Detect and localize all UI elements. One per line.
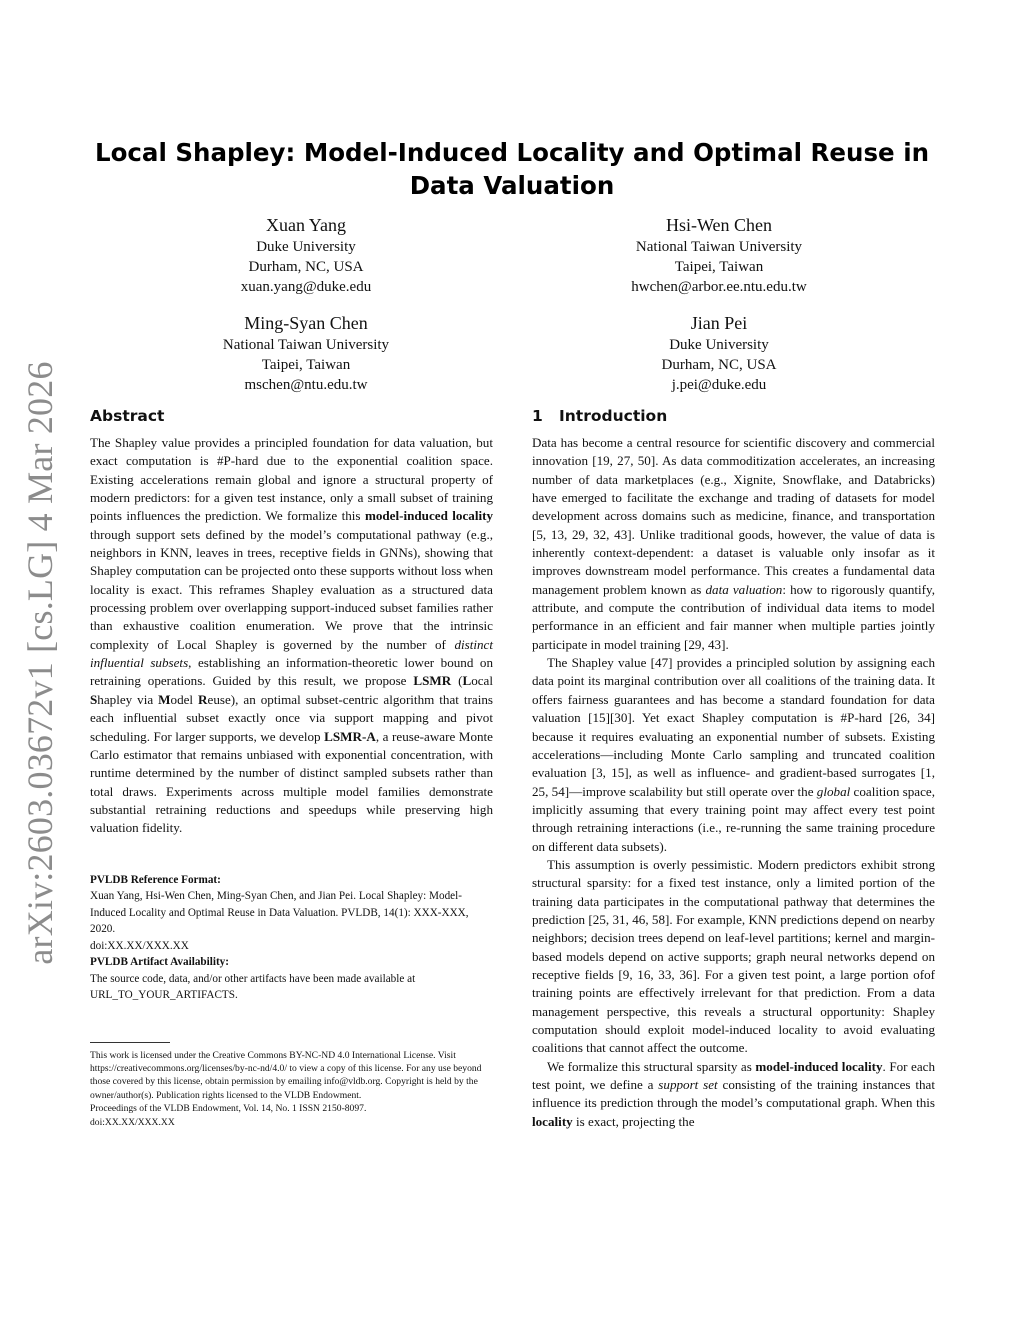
abstract-text: The Shapley value provides a principled foundation for data valuation, but exact computation is #P-hard due to the exponential coalition space. Existing accelerations remain global and ignore a structural property of modern predictors: for a given test instance, only a small subset of training points influences the prediction. We formalize this model-induced locality through support sets defined by the model’s computational pathway (e.g., neighbors in KNN, leaves in trees, receptive fields in GNNs), showing that Shapley computation can be projected onto these supports without loss when locality is exact. This reframes Shapley evaluation as a structured data processing problem over overlapping support-induced subset families rather than exhaustive coalition enumeration. We prove that the intrinsic complexity of Local Shapley is governed by the number of distinct influential subsets, establishing an information-theoretic lower bound on retraining operations. Guided by this result, we propose LSMR (Local Shapley via Model Reuse), an optimal subset-centric algorithm that trains each influential subset exactly once via support mapping and pivot scheduling. For larger supports, we develop LSMR-A, a reuse-aware Monte Carlo estimator that remains unbiased with exponential concentration, with runtime determined by the number of distinct sampled subsets rather than total draws. Experiments across multiple model families demonstrate substantial retraining reductions and speedups while preserving high valuation fidelity.	[90, 435, 494, 836]
author-name: Jian Pei	[690, 313, 748, 333]
author-location: Taipei, Taiwan	[674, 259, 764, 275]
pvldb-ref-text: Xuan Yang, Hsi-Wen Chen, Ming-Syan Chen, and Jian Pei. Local Shapley: Model-Induced Locality and Optimal Reuse in Data Valuation. PVLDB, 14(1): XXX-XXX, 2020.	[90, 890, 469, 936]
pvldb-ref-heading: PVLDB Reference Format:	[90, 873, 221, 886]
author-email[interactable]: j.pei@duke.edu	[671, 377, 767, 393]
pvldb-doi: doi:XX.XX/XXX.XX	[90, 939, 189, 952]
author-block	[156, 214, 456, 297]
pvldb-reference	[90, 872, 493, 1004]
author-block	[569, 312, 869, 395]
author-affiliation: Duke University	[669, 337, 769, 353]
author-location: Taipei, Taiwan	[261, 357, 351, 373]
author-block	[569, 214, 869, 297]
license-footnote	[90, 1049, 493, 1129]
author-email[interactable]: xuan.yang@duke.edu	[240, 279, 372, 295]
intro-paragraph: This assumption is overly pessimistic. Modern predictors exhibit strong structural sparsity: for a fixed test instance, only a limited portion of the training data participates in the computational pathway that determines the prediction [25, 31, 46, 58]. For example, KNN predictions depend on nearby neighbors; decision trees depend on leaf-level partitions; kernel and margin-based models depend on active supports; graph neural networks depend on receptive fields [9, 16, 33, 36]. For a given test point, a large portion ofof training points are effectively irrelevant for that prediction. From a data management perspective, this reveals a structural opportunity: Shapley computation should exploit model-induced locality to avoid evaluating coalitions that cannot affect the outcome.	[532, 856, 935, 1056]
intro-paragraph: Data has become a central resource for scientific discovery and commercial innovation [19, 27, 50]. As data commoditization accelerates, an increasing number of data marketplaces (e.g., Xignite, Snowflake, and Databricks) have emerged to facilitate the exchange and trading of datasets for model development across domains such as medicine, finance, and transportation [5, 13, 29, 32, 43]. Unlike traditional goods, however, the value of data is inherently context-dependent: a dataset is valuable only insofar as it improves downstream model performance. This creates a fundamental data management problem known as data valuation: how to rigorously quantify, attribute, and compute the contribution of individual data items to model performance in an efficient and fair manner when multiple parties jointly participate in model training [29, 43].	[532, 435, 935, 652]
intro-paragraph: The Shapley value [47] provides a principled solution by assigning each data point its marginal contribution over all coalitions of the training data. It offers fairness guarantees and has become a standard foundation for data valuation [15][30]. Yet exact Shapley computation is #P-hard [26, 34] because it requires evaluating an exponential number of subsets. Existing accelerations—including Monte Carlo sampling and truncated coalition evaluation [3, 15], as well as influence- and gradient-based surrogates [1, 25, 54]—improve scalability but still operate over the global coalition space, implicitly assuming that every training point may affect every test point through retraining interactions (i.e., re-running the same training procedure on different data subsets).	[532, 655, 935, 854]
author-email[interactable]: hwchen@arbor.ee.ntu.edu.tw	[631, 279, 807, 295]
arxiv-identifier[interactable]: arXiv:2603.03672v1 [cs.LG] 4 Mar 2026	[20, 361, 60, 965]
footnote-divider	[90, 1042, 170, 1043]
proceedings-text: Proceedings of the VLDB Endowment, Vol. 14, No. 1 ISSN 2150-8097.	[90, 1103, 367, 1115]
intro-paragraph: We formalize this structural sparsity as model-induced locality. For each test point, we define a support set consisting of the training instances that influence its prediction through the model’s computational graph. When this locality is exact, projecting the	[532, 1058, 935, 1129]
section-heading-introduction	[532, 405, 935, 427]
pvldb-artifact-text: The source code, data, and/or other artifacts have been made available at URL_TO_YOUR_ARTIFACTS.	[90, 972, 416, 1002]
author-affiliation: National Taiwan University	[635, 239, 803, 255]
right-column	[532, 405, 935, 1131]
author-email[interactable]: mschen@ntu.edu.tw	[244, 377, 368, 393]
section-number: 1	[532, 407, 543, 425]
author-affiliation: National Taiwan University	[222, 337, 390, 353]
author-name: Hsi-Wen Chen	[665, 215, 773, 235]
author-affiliation: Duke University	[256, 239, 356, 255]
author-name: Xuan Yang	[265, 215, 346, 235]
author-location: Durham, NC, USA	[248, 259, 364, 275]
author-block	[156, 312, 456, 395]
abstract-heading: Abstract	[90, 407, 165, 425]
footnote-doi: doi:XX.XX/XXX.XX	[90, 1116, 175, 1128]
pvldb-artifact-heading: PVLDB Artifact Availability:	[90, 956, 230, 969]
paper-title: Local Shapley: Model-Induced Locality and Optimal Reuse in Data Valuation	[94, 138, 930, 200]
left-column	[90, 405, 493, 1129]
author-name: Ming-Syan Chen	[244, 313, 368, 333]
section-title: Introduction	[559, 407, 668, 425]
license-text: This work is licensed under the Creative Commons BY-NC-ND 4.0 International License. Visit https://creativecommons.org/licenses/by-nc-nd/4.0/ to view a copy of this license. For any use beyond those covered by this license, obtain permission by emailing info@vldb.org. Copyright is held by the owner/author(s). Publication rights licensed to the VLDB Endowment.	[90, 1049, 482, 1101]
author-location: Durham, NC, USA	[661, 357, 777, 373]
